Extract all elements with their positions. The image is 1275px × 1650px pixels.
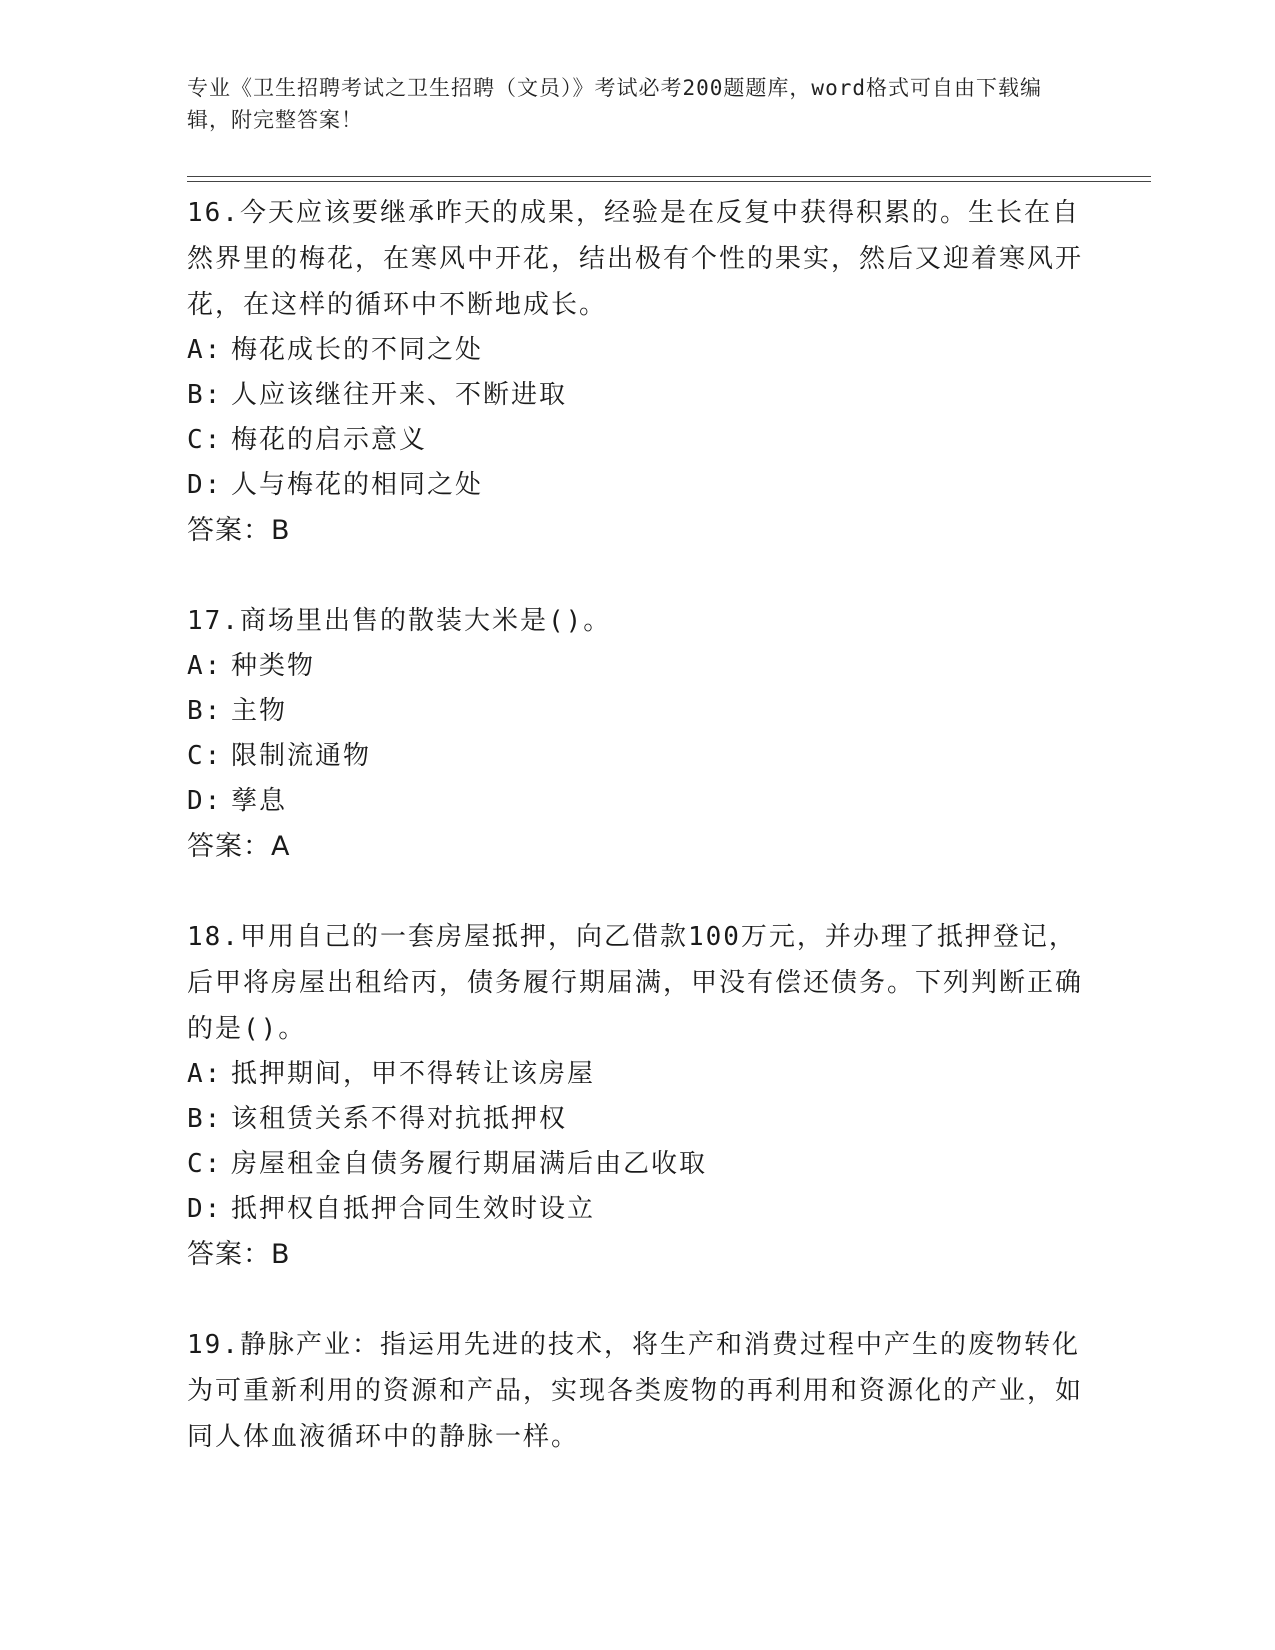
question-text: 19.静脉产业：指运用先进的技术，将生产和消费过程中产生的废物转化为可重新利用的资源和产品，实现各类废物的再利用和资源化的产业，如同人体血液循环中的静脉一样。 xyxy=(187,1330,1084,1452)
option-b xyxy=(187,373,1087,418)
option-text: 房屋租金自债务履行期届满后由乙收取 xyxy=(231,1149,708,1179)
option-a xyxy=(187,328,1087,373)
question-spacer xyxy=(187,554,1087,598)
question-17 xyxy=(187,598,1087,870)
option-b xyxy=(187,689,1087,734)
option-a xyxy=(187,1052,1087,1097)
answer-line: 答案：B xyxy=(187,1239,291,1270)
option-d xyxy=(187,1187,1087,1232)
option-key: C: xyxy=(187,425,223,455)
option-key: A: xyxy=(187,651,223,681)
option-key: A: xyxy=(187,1059,223,1089)
answer-line: 答案：A xyxy=(187,831,291,862)
question-19 xyxy=(187,1322,1087,1460)
option-d xyxy=(187,779,1087,824)
option-c xyxy=(187,1142,1087,1187)
option-key: C: xyxy=(187,1149,223,1179)
answer-line: 答案：B xyxy=(187,515,291,546)
option-text: 限制流通物 xyxy=(231,741,372,771)
option-text: 该租赁关系不得对抗抵押权 xyxy=(231,1104,568,1134)
option-key: D: xyxy=(187,1194,223,1224)
option-a xyxy=(187,644,1087,689)
option-text: 抵押权自抵押合同生效时设立 xyxy=(231,1194,596,1224)
option-text: 人应该继往开来、不断进取 xyxy=(231,380,568,410)
option-c xyxy=(187,734,1087,779)
question-list xyxy=(187,190,1087,1460)
option-text: 种类物 xyxy=(231,651,316,681)
document-header: 专业《卫生招聘考试之卫生招聘（文员）》考试必考200题题库，word格式可自由下载编辑，附完整答案！ xyxy=(187,76,1042,132)
question-text: 17.商场里出售的散装大米是()。 xyxy=(187,606,612,636)
question-text: 16.今天应该要继承昨天的成果，经验是在反复中获得积累的。生长在自然界里的梅花，在寒风中开花，结出极有个性的果实，然后又迎着寒风开花，在这样的循环中不断地成长。 xyxy=(187,198,1084,320)
option-text: 梅花成长的不同之处 xyxy=(231,335,484,365)
option-text: 主物 xyxy=(231,696,288,726)
option-key: B: xyxy=(187,380,223,410)
question-spacer xyxy=(187,870,1087,914)
option-key: B: xyxy=(187,696,223,726)
option-key: B: xyxy=(187,1104,223,1134)
option-text: 人与梅花的相同之处 xyxy=(231,470,484,500)
option-d xyxy=(187,463,1087,508)
option-text: 抵押期间，甲不得转让该房屋 xyxy=(231,1059,596,1089)
option-key: C: xyxy=(187,741,223,771)
header-divider xyxy=(187,176,1151,182)
option-key: D: xyxy=(187,786,223,816)
question-16 xyxy=(187,190,1087,554)
option-b xyxy=(187,1097,1087,1142)
option-text: 梅花的启示意义 xyxy=(231,425,428,455)
option-key: A: xyxy=(187,335,223,365)
question-text: 18.甲用自己的一套房屋抵押，向乙借款100万元，并办理了抵押登记，后甲将房屋出租给丙，债务履行期届满，甲没有偿还债务。下列判断正确的是()。 xyxy=(187,922,1084,1044)
option-text: 孳息 xyxy=(231,786,288,816)
option-c xyxy=(187,418,1087,463)
option-key: D: xyxy=(187,470,223,500)
question-18 xyxy=(187,914,1087,1278)
question-spacer xyxy=(187,1278,1087,1322)
